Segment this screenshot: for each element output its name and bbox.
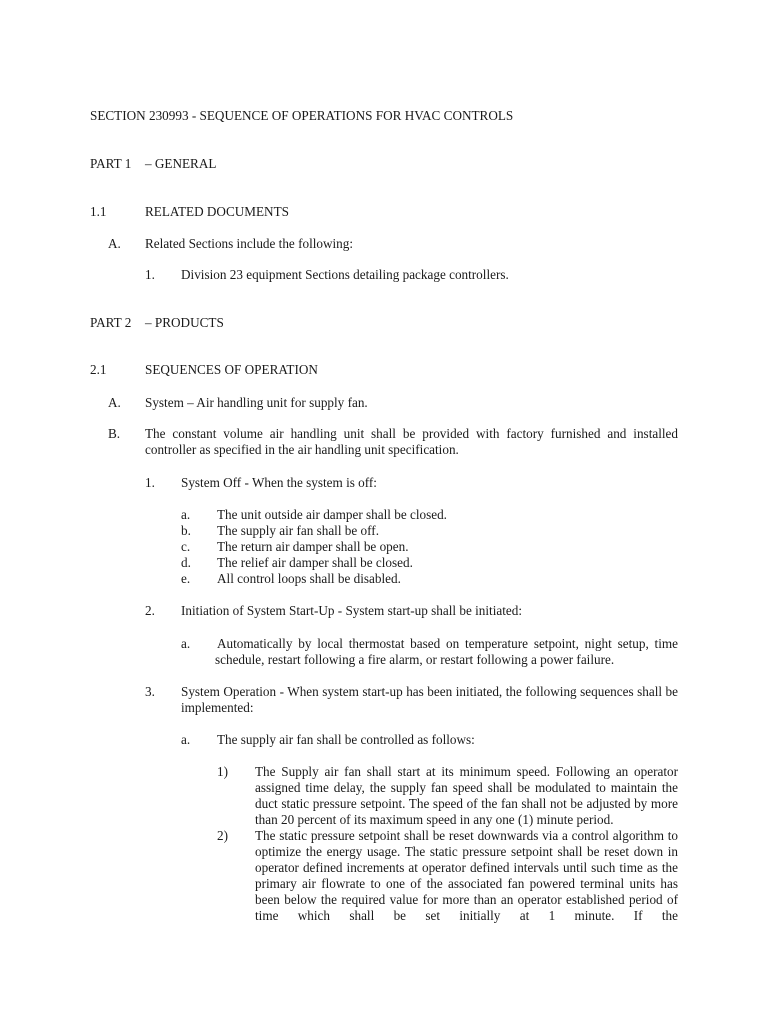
item-1-1-a-text: Related Sections include the following: <box>145 236 354 251</box>
section-1-1-number: 1.1 <box>90 204 107 219</box>
item-2-1-b-marker: B. <box>108 426 121 441</box>
item-2-1-a-text: System – Air handling unit for supply fan. <box>145 395 368 410</box>
item-3-a-2-marker: 2) <box>217 828 228 843</box>
item-1-b-marker: b. <box>181 523 191 538</box>
item-2-text: Initiation of System Start-Up - System start-up shall be initiated: <box>181 603 522 618</box>
part-2-label: PART 2 <box>90 315 132 330</box>
section-title: SECTION 230993 - SEQUENCE OF OPERATIONS FOR HVAC CONTROLS <box>90 108 514 123</box>
section-1-1-title: RELATED DOCUMENTS <box>145 204 289 219</box>
item-3-a-text: The supply air fan shall be controlled as follows: <box>217 732 475 747</box>
item-2-a-marker: a. <box>181 636 191 651</box>
item-1-e-text: All control loops shall be disabled. <box>217 571 401 586</box>
item-2-1-a-marker: A. <box>108 395 121 410</box>
item-2-a-text: Automatically by local thermostat based on temperature setpoint, night setup, time schedule, restart following a fire alarm, or restart following a power failure. <box>215 636 678 667</box>
item-2-marker: 2. <box>145 603 155 618</box>
section-2-1-title: SEQUENCES OF OPERATION <box>145 362 318 377</box>
item-3-a-1-text: The Supply air fan shall start at its minimum speed. Following an operator assigned time delay, the supply fan speed shall be modulated to maintain the duct static pressure setpoint. The speed of the fan shall not be adjusted by more than 20 percent of its maximum speed in any one (1) minute period. <box>255 764 678 827</box>
item-1-a-text: The unit outside air damper shall be closed. <box>217 507 447 522</box>
item-3-a-1-marker: 1) <box>217 764 228 779</box>
item-1-b-text: The supply air fan shall be off. <box>217 523 379 538</box>
part-1-title: – GENERAL <box>145 156 217 171</box>
item-1-e-marker: e. <box>181 571 191 586</box>
item-2-1-b-text: The constant volume air handling unit shall be provided with factory furnished and installed controller as specified in the air handling unit specification. <box>145 426 678 457</box>
item-1-c-marker: c. <box>181 539 191 554</box>
item-3-marker: 3. <box>145 684 155 699</box>
item-1-1-a-marker: A. <box>108 236 121 251</box>
item-1-d-text: The relief air damper shall be closed. <box>217 555 413 570</box>
part-2-title: – PRODUCTS <box>145 315 224 330</box>
item-1-marker: 1. <box>145 475 155 490</box>
item-3-text: System Operation - When system start-up has been initiated, the following sequences shall be implemented: <box>181 684 678 715</box>
item-1-1-a-1-marker: 1. <box>145 267 155 282</box>
item-3-a-marker: a. <box>181 732 191 747</box>
item-1-a-marker: a. <box>181 507 191 522</box>
item-3-a-2-text: The static pressure setpoint shall be reset downwards via a control algorithm to optimize the energy usage. The static pressure setpoint shall be reset down in operator defined increments at operator defined intervals until such time as the primary air flowrate to one of the associated fan powered terminal units has been below the required value for more than an operator established period of time which shall be set initially at 1 minute. If the <box>255 828 678 923</box>
section-2-1-number: 2.1 <box>90 362 107 377</box>
item-1-1-a-1-text: Division 23 equipment Sections detailing package controllers. <box>181 267 509 282</box>
item-1-c-text: The return air damper shall be open. <box>217 539 409 554</box>
item-1-d-marker: d. <box>181 555 191 570</box>
item-1-text: System Off - When the system is off: <box>181 475 377 490</box>
part-1-label: PART 1 <box>90 156 132 171</box>
